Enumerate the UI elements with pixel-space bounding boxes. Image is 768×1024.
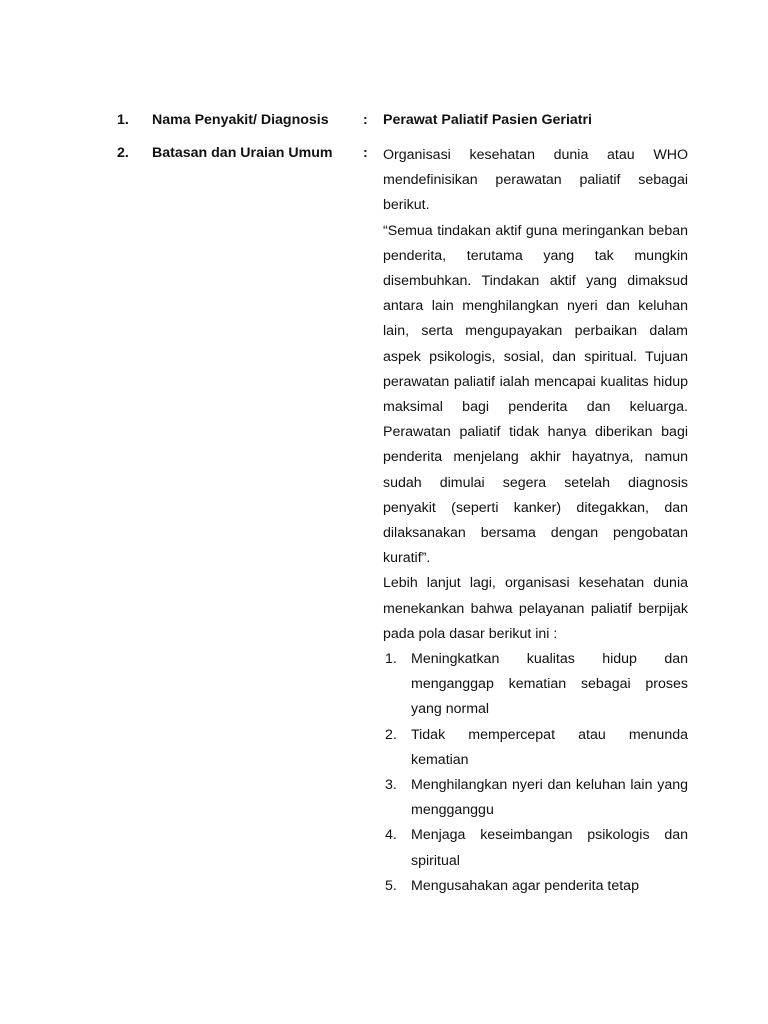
list-item [383, 823, 688, 873]
principles-list [383, 647, 688, 899]
item-label: Batasan dan Uraian Umum [152, 145, 333, 161]
item-number: 1. [117, 112, 129, 128]
list-item-number: 2. [385, 726, 397, 743]
list-item [383, 723, 688, 773]
list-item-text: Tidak mempercepat atau menunda kematian [411, 726, 688, 768]
body-paragraph: Lebih lanjut lagi, organisasi kesehatan dunia menekankan bahwa pelayanan paliatif berpijak pada pola dasar berikut ini : [383, 575, 688, 642]
list-item [383, 773, 688, 823]
body-paragraph: “Semua tindakan aktif guna meringankan beban penderita, terutama yang tak mungkin disembuhkan. Tindakan aktif yang dimaksud antara lain menghilangkan nyeri dan keluhan lain, serta mengupayakan perbaikan dalam aspek psikologis, sosial, dan spiritual. Tujuan perawatan paliatif ialah mencapai kualitas hidup maksimal bagi penderita dan keluarga. Perawatan paliatif tidak hanya diberikan bagi penderita menjelang akhir hayatnya, namun sudah dimulai segera setelah diagnosis penyakit (seperti kanker) ditegakkan, dan dilaksanakan bersama dengan pengobatan kuratif”. [383, 222, 688, 567]
item-value: Perawat Paliatif Pasien Geriatri [383, 112, 592, 128]
list-item-number: 1. [385, 651, 397, 668]
list-item-text: Menghilangkan nyeri dan keluhan lain yang mengganggu [411, 777, 688, 819]
list-item-text: Mengusahakan agar penderita tetap [411, 877, 639, 894]
list-item [383, 647, 688, 723]
list-item-text: Menjaga keseimbangan psikologis dan spiritual [411, 827, 688, 869]
item-colon: : [363, 145, 368, 161]
item-body-text [383, 143, 688, 899]
list-item [383, 874, 688, 899]
item-number: 2. [117, 145, 129, 161]
list-item-number: 4. [385, 827, 397, 844]
item-colon: : [363, 112, 368, 128]
item-label: Nama Penyakit/ Diagnosis [152, 112, 329, 128]
list-item-number: 3. [385, 777, 397, 794]
list-item-number: 5. [385, 877, 397, 894]
body-paragraph: Organisasi kesehatan dunia atau WHO mendefinisikan perawatan paliatif sebagai berikut. [383, 147, 688, 214]
list-item-text: Meningkatkan kualitas hidup dan menganggap kematian sebagai proses yang normal [411, 651, 688, 718]
